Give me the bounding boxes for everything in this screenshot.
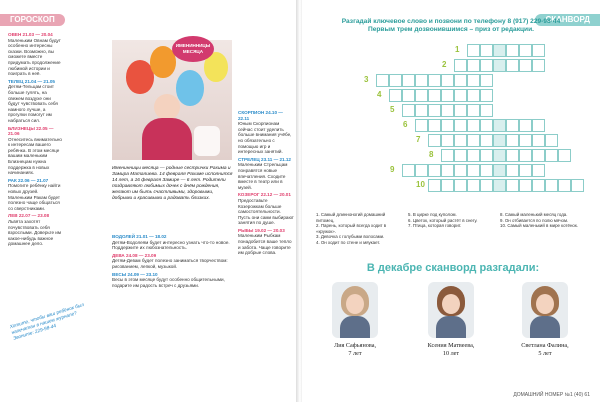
crossword-cell[interactable] — [493, 119, 506, 132]
scanword-heading-line1: Разгадай ключевое слово и позвони по телефону 8 (917) 229-98-44 — [341, 18, 561, 25]
crossword-cell[interactable] — [545, 149, 558, 162]
crossword-cell[interactable] — [493, 149, 506, 162]
crossword-cell[interactable] — [402, 164, 415, 177]
crossword-cell[interactable] — [467, 134, 480, 147]
crossword-cell[interactable] — [467, 179, 480, 192]
winner-age: 10 лет — [442, 350, 460, 357]
page-footer: ДОМАШНИЙ НОМЕР №1 (40) 61 — [513, 392, 590, 398]
crossword-cell[interactable] — [454, 89, 467, 102]
crossword-cell[interactable] — [506, 149, 519, 162]
zodiac-forecast-text: Юным Скорпионам сейчас стоит уделить больше внимания учёбе, но обязательно с помощью игр и интересных занятий. — [238, 121, 292, 155]
crossword-row-number: 1 — [455, 45, 460, 54]
crossword-cell[interactable] — [415, 119, 428, 132]
crossword-cell[interactable] — [376, 74, 389, 87]
crossword-row-number: 10 — [416, 180, 425, 189]
crossword-cell[interactable] — [441, 89, 454, 102]
zodiac-forecast-text: Весы в этом месяце будут особенно общительными, подарите им радость встреч с друзьями. — [112, 277, 225, 288]
crossword-row-number: 6 — [403, 120, 408, 129]
crossword-cell[interactable] — [519, 119, 532, 132]
crossword-cell[interactable] — [506, 59, 519, 72]
crossword-grid — [314, 44, 584, 206]
scanword-heading — [316, 18, 586, 34]
crossword-cell[interactable] — [454, 74, 467, 87]
zodiac-sign-heading: ЛЕВ 22.07 — 23.08 — [8, 213, 50, 219]
crossword-cell[interactable] — [480, 119, 493, 132]
clue-item: 5. В цирке под куполом. — [408, 212, 457, 217]
crossword-cell[interactable] — [506, 119, 519, 132]
crossword-cell[interactable] — [389, 74, 402, 87]
crossword-cell[interactable] — [454, 164, 467, 177]
clue-column — [408, 212, 496, 229]
crossword-cell[interactable] — [454, 134, 467, 147]
crossword-cell[interactable] — [467, 104, 480, 117]
crossword-cell[interactable] — [428, 119, 441, 132]
crossword-cell[interactable] — [480, 44, 493, 57]
crossword-row-number: 2 — [442, 60, 447, 69]
winner-portrait — [332, 282, 378, 338]
clue-item: 3. Девочка с голубыми волосами. — [316, 234, 385, 240]
crossword-cell[interactable] — [571, 179, 584, 192]
crossword-cell[interactable] — [428, 134, 441, 147]
toy-icon — [194, 126, 220, 156]
balloon-blue-icon — [176, 70, 204, 106]
crossword-cell[interactable] — [454, 119, 467, 132]
zodiac-sign-heading: РАК 22.06 — 21.07 — [8, 177, 49, 183]
zodiac-forecast-text: Маленьким Стрельцам понравятся новые впечатления. Сходите вместе в театр или в музей. — [238, 162, 288, 190]
crossword-cell[interactable] — [493, 179, 506, 192]
section-tag-scanword: СКАНВОРД — [535, 14, 600, 26]
crossword-cell[interactable] — [454, 179, 467, 192]
crossword-row-number: 7 — [416, 135, 421, 144]
crossword-cell[interactable] — [454, 149, 467, 162]
crossword-cell[interactable] — [493, 59, 506, 72]
crossword-cell[interactable] — [467, 74, 480, 87]
zodiac-forecast-text: Помогите ребёнку найти новых друзей. Маленьким Ракам будет полезно чаще общаться со сверстниками. — [8, 183, 61, 211]
winner-age: 5 лет — [538, 350, 552, 357]
crossword-cell[interactable] — [480, 104, 493, 117]
crossword-cell[interactable] — [493, 164, 506, 177]
crossword-cell[interactable] — [506, 179, 519, 192]
crossword-cell[interactable] — [480, 59, 493, 72]
crossword-cell[interactable] — [428, 104, 441, 117]
crossword-cell[interactable] — [441, 164, 454, 177]
clue-item: 7. Птица, которая говорит. — [408, 223, 462, 229]
crossword-cell[interactable] — [441, 74, 454, 87]
crossword-cell[interactable] — [506, 44, 519, 57]
crossword-cell[interactable] — [402, 74, 415, 87]
clue-column — [316, 212, 404, 246]
crossword-cell[interactable] — [558, 179, 571, 192]
crossword-cell[interactable] — [441, 119, 454, 132]
scanword-heading-line2: Первым трем дозвонившимся – приз от редакции. — [368, 26, 534, 33]
crossword-cell[interactable] — [506, 164, 519, 177]
crossword-cell[interactable] — [519, 59, 532, 72]
horoscope-column-1 — [8, 30, 62, 247]
photo-caption: Именинницы месяца — родные сестрички Рахима и Замира Маталиева. 14 февраля Рахиме исполнится 14 лет, а 16 февраля Замире — 6 лет. Родители поздравляют любимых дочек с днём рождения, желают им быть счастливыми, здоровыми, добрыми и красивыми и радовать близких. — [112, 166, 233, 201]
crossword-cell[interactable] — [415, 74, 428, 87]
zodiac-forecast-text: Предоставьте Козерожкам больше самостоятельности. Пусть они сами выбирают занятия по душе. — [238, 197, 294, 226]
crossword-cell[interactable] — [415, 164, 428, 177]
crossword-cell[interactable] — [532, 164, 545, 177]
left-page — [0, 0, 298, 402]
clue-item: 8. Самый маленький месяц года. — [500, 212, 568, 217]
crossword-cell[interactable] — [467, 89, 480, 102]
winner-card — [322, 282, 388, 358]
crossword-cell[interactable] — [428, 179, 441, 192]
winner-card — [512, 282, 578, 358]
crossword-row-number: 8 — [429, 150, 434, 159]
clue-item: 2. Парень, который всегда ходит в «кружок». — [316, 223, 387, 234]
crossword-cell[interactable] — [441, 149, 454, 162]
winner-name: Ксения Матвеева, — [427, 342, 475, 349]
crossword-cell[interactable] — [428, 74, 441, 87]
crossword-cell[interactable] — [532, 59, 545, 72]
zodiac-sign-heading: ОВЕН 21.03 — 20.04 — [8, 32, 53, 37]
zodiac-forecast-text: Детям-Водолеям будет интересно узнать что-то новое. Поддержите их любознательность. — [112, 239, 230, 251]
crossword-cell[interactable] — [441, 134, 454, 147]
child-face — [154, 94, 180, 120]
zodiac-forecast-text: Маленьким Рыбкам понадобится ваше тепло и забота. Чаще говорите им добрые слова. — [238, 233, 292, 256]
crossword-cell[interactable] — [480, 149, 493, 162]
zodiac-forecast-text: Маленьким Овнам будут особенно интересны сказки. Возможно, вы сможете вместе придумать продолжение любимой истории и поиграть в неё. — [8, 37, 61, 77]
crossword-cell[interactable] — [532, 119, 545, 132]
crossword-cell[interactable] — [480, 89, 493, 102]
solvers-title: В декабре сканворд разгадали: — [366, 262, 540, 274]
clue-item: 10. Самый маленький в мире котёнок. — [500, 223, 578, 229]
zodiac-sign-heading: ДЕВА 24.08 — 23.09 — [112, 252, 157, 258]
horoscope-column-2 — [238, 108, 294, 256]
crossword-cell[interactable] — [532, 44, 545, 57]
zodiac-sign-heading: СТРЕЛЕЦ 23.11 — 21.12 — [238, 156, 291, 162]
zodiac-sign-heading: БЛИЗНЕЦЫ 22.05 — 21.06 — [8, 125, 54, 137]
winner-name: Лия Сафьянова, — [334, 342, 376, 349]
crossword-cell[interactable] — [545, 134, 558, 147]
crossword-row-number: 9 — [390, 165, 395, 174]
crossword-cell[interactable] — [519, 44, 532, 57]
zodiac-forecast-text: Детям-Девам будет полезно заниматься творчеством: рисованием, лепкой, музыкой. — [112, 258, 228, 269]
winner-name: Светлана Фалина, — [521, 342, 569, 349]
clue-item: 4. Он ходит по стене и мяукает. — [316, 239, 381, 245]
crossword-row-number: 3 — [364, 75, 369, 84]
crossword-cell[interactable] — [493, 134, 506, 147]
crossword-cell[interactable] — [467, 44, 480, 57]
zodiac-sign-heading: ТЕЛЕЦ 21.04 — 21.05 — [8, 78, 55, 84]
crossword-cell[interactable] — [428, 89, 441, 102]
zodiac-sign-heading: ВОДОЛЕЙ 21.01 — 18.02 — [112, 234, 167, 239]
crossword-cell[interactable] — [480, 134, 493, 147]
crossword-cell[interactable] — [532, 179, 545, 192]
crossword-cell[interactable] — [532, 134, 545, 147]
crossword-cell[interactable] — [545, 179, 558, 192]
crossword-cell[interactable] — [415, 89, 428, 102]
crossword-cell[interactable] — [480, 164, 493, 177]
crossword-cell[interactable] — [532, 149, 545, 162]
crossword-cell[interactable] — [441, 179, 454, 192]
crossword-cell[interactable] — [519, 149, 532, 162]
clue-item: 1. Самый длинноногий домашний питомец. — [316, 212, 386, 223]
zodiac-sign-heading: ВЕСЫ 24.09 — 23.10 — [112, 271, 158, 277]
winner-card — [418, 282, 484, 358]
clue-column — [500, 212, 588, 229]
zodiac-forecast-text: Отнеситесь внимательно к интересам вашего ребёнка. В этом месяце вашим маленьким Близнецам нужна поддержка в новых начинаниях. — [8, 136, 62, 176]
birthday-badge: ИМЕНИННИЦЫ МЕСЯЦА — [172, 36, 214, 62]
crossword-cell[interactable] — [480, 74, 493, 87]
crossword-cell[interactable] — [415, 104, 428, 117]
winner-portrait — [522, 282, 568, 338]
crossword-cell[interactable] — [467, 59, 480, 72]
crossword-cell[interactable] — [467, 164, 480, 177]
winner-age: 7 лет — [348, 350, 362, 357]
zodiac-sign-heading: РЫБЫ 19.02 — 20.03 — [238, 227, 285, 233]
contact-note: Хотите, чтобы ваш ребёнок был напечатан в нашем журнале? Звоните: 229-98-44 — [9, 302, 85, 342]
crossword-cell[interactable] — [428, 164, 441, 177]
crossword-cell[interactable] — [389, 89, 402, 102]
clue-item: 9. Он отбивается по полю мячом. — [500, 217, 569, 223]
crossword-cell[interactable] — [480, 179, 493, 192]
crossword-cell[interactable] — [467, 149, 480, 162]
child-dress — [142, 118, 192, 160]
crossword-cell[interactable] — [519, 179, 532, 192]
clue-item: 6. Цветок, который растёт в снегу. — [408, 217, 478, 223]
crossword-cell[interactable] — [558, 149, 571, 162]
crossword-cell[interactable] — [519, 164, 532, 177]
crossword-cell[interactable] — [454, 59, 467, 72]
horoscope-column-3 — [112, 232, 232, 288]
crossword-row-number: 5 — [390, 105, 395, 114]
right-page — [302, 0, 600, 402]
birthday-photo — [112, 40, 232, 160]
crossword-cell[interactable] — [506, 134, 519, 147]
crossword-cell[interactable] — [519, 134, 532, 147]
crossword-cell[interactable] — [467, 119, 480, 132]
crossword-cell[interactable] — [402, 104, 415, 117]
crossword-cell[interactable] — [441, 104, 454, 117]
section-tag-horoscope: ГОРОСКОП — [0, 14, 65, 26]
zodiac-sign-heading: КОЗЕРОГ 22.12 — 20.01 — [238, 192, 291, 198]
crossword-cell[interactable] — [493, 44, 506, 57]
zodiac-forecast-text: Львята захотят почувствовать себя взрослыми. Доверьте им какое-нибудь важное домашнее дело. — [8, 219, 62, 247]
crossword-cell[interactable] — [402, 89, 415, 102]
crossword-row-number: 4 — [377, 90, 382, 99]
winner-portrait — [428, 282, 474, 338]
crossword-cell[interactable] — [454, 104, 467, 117]
zodiac-forecast-text: Детям-Тельцам стоит больше гулять, на свежем воздухе они будут чувствовать себя намного лучше, а прогулки помогут им набраться сил. — [8, 84, 58, 123]
zodiac-sign-heading: СКОРПИОН 24.10 — 22.11 — [238, 110, 283, 121]
